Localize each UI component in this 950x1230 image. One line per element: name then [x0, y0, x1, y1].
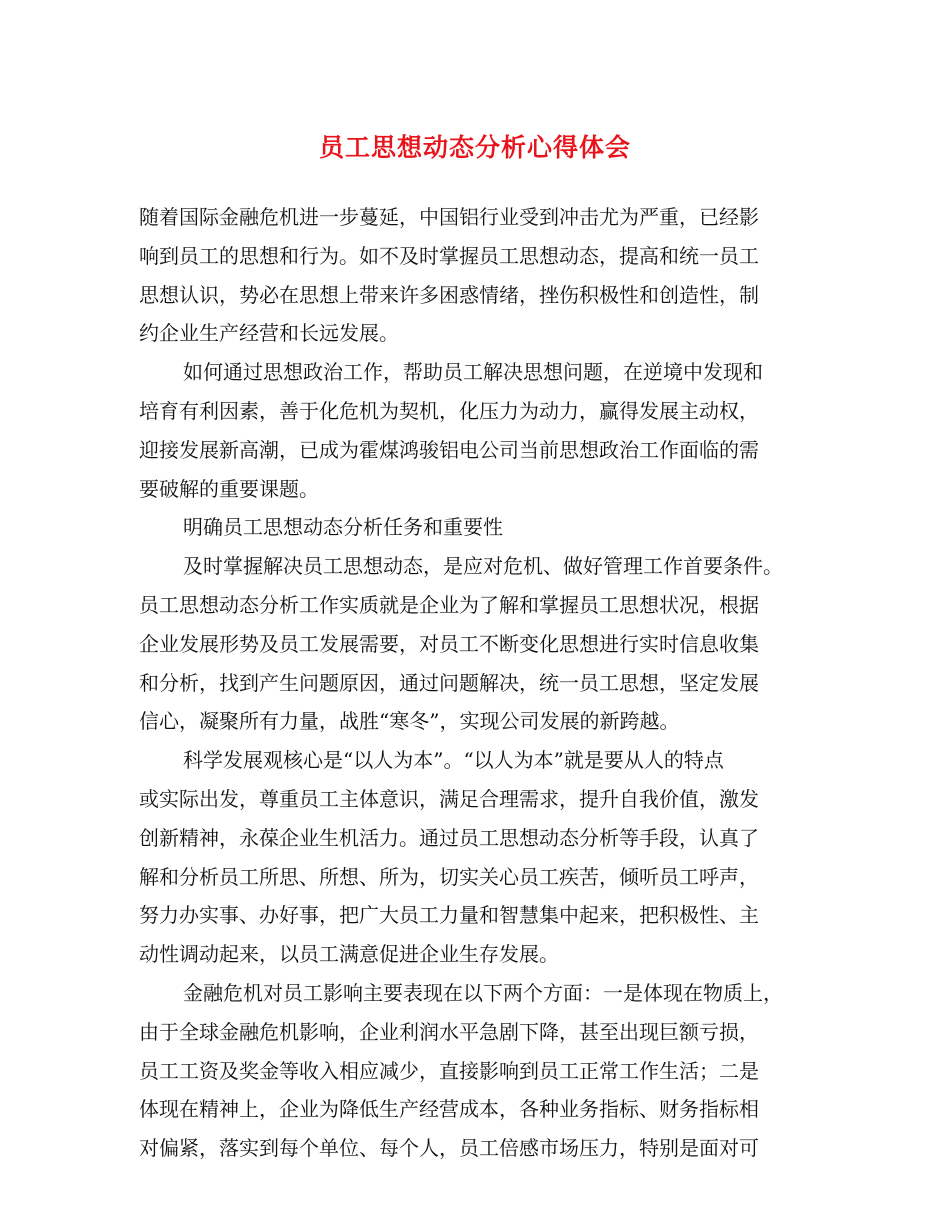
text-line: 动性调动起来，以员工满意促进企业生存发展。: [139, 942, 559, 967]
text-line: 体现在精神上，企业为降低生产经营成本，各种业务指标、财务指标相: [139, 1097, 759, 1122]
text-line: 迎接发展新高潮，已成为霍煤鸿骏铝电公司当前思想政治工作面临的需: [139, 437, 759, 462]
section-heading: 明确员工思想动态分析任务和重要性: [183, 515, 503, 540]
text-line: 响到员工的思想和行为。如不及时掌握员工思想动态，提高和统一员工: [139, 243, 759, 268]
text-line: 及时掌握解决员工思想动态，是应对危机、做好管理工作首要条件。: [183, 554, 783, 579]
text-line: 员工思想动态分析工作实质就是企业为了解和掌握员工思想状况，根据: [139, 592, 759, 617]
text-line: 和分析，找到产生问题原因，通过问题解决，统一员工思想，坚定发展: [139, 670, 759, 695]
text-line: 解和分析员工所思、所想、所为，切实关心员工疾苦，倾听员工呼声，: [139, 864, 759, 889]
text-line: 金融危机对员工影响主要表现在以下两个方面：一是体现在物质上，: [183, 980, 783, 1005]
text-line: 随着国际金融危机进一步蔓延，中国铝行业受到冲击尤为严重，已经影: [139, 205, 759, 229]
document-body: [139, 198, 823, 1168]
text-line: 努力办实事、办好事，把广大员工力量和智慧集中起来，把积极性、主: [139, 903, 759, 928]
document-title: 员工思想动态分析心得体会: [318, 133, 631, 162]
text-line: 对偏紧，落实到每个单位、每个人，员工倍感市场压力，特别是面对可: [139, 1136, 759, 1161]
text-line: 企业发展形势及员工发展需要，对员工不断变化思想进行实时信息收集: [139, 631, 759, 656]
text-line: 要破解的重要课题。: [139, 476, 319, 501]
text-line: 员工工资及奖金等收入相应减少，直接影响到员工正常工作生活；二是: [139, 1058, 759, 1083]
text-line: 信心，凝聚所有力量，战胜“寒冬”，实现公司发展的新跨越。: [139, 709, 680, 734]
text-line: 思想认识，势必在思想上带来许多困惑情绪，挫伤积极性和创造性，制: [139, 282, 759, 307]
text-line: 如何通过思想政治工作，帮助员工解决思想问题，在逆境中发现和: [183, 360, 763, 385]
text-line: 科学发展观核心是“以人为本”。“以人为本”就是要从人的特点: [183, 748, 724, 773]
text-line: 培育有利因素，善于化危机为契机，化压力为动力，赢得发展主动权，: [139, 398, 759, 423]
text-line: 或实际出发，尊重员工主体意识，满足合理需求，提升自我价值，激发: [139, 786, 759, 811]
text-line: 约企业生产经营和长远发展。: [139, 321, 399, 346]
text-line: 创新精神，永葆企业生机活力。通过员工思想动态分析等手段，认真了: [139, 825, 759, 850]
text-line: 由于全球金融危机影响，企业利润水平急剧下降，甚至出现巨额亏损，: [139, 1019, 759, 1044]
